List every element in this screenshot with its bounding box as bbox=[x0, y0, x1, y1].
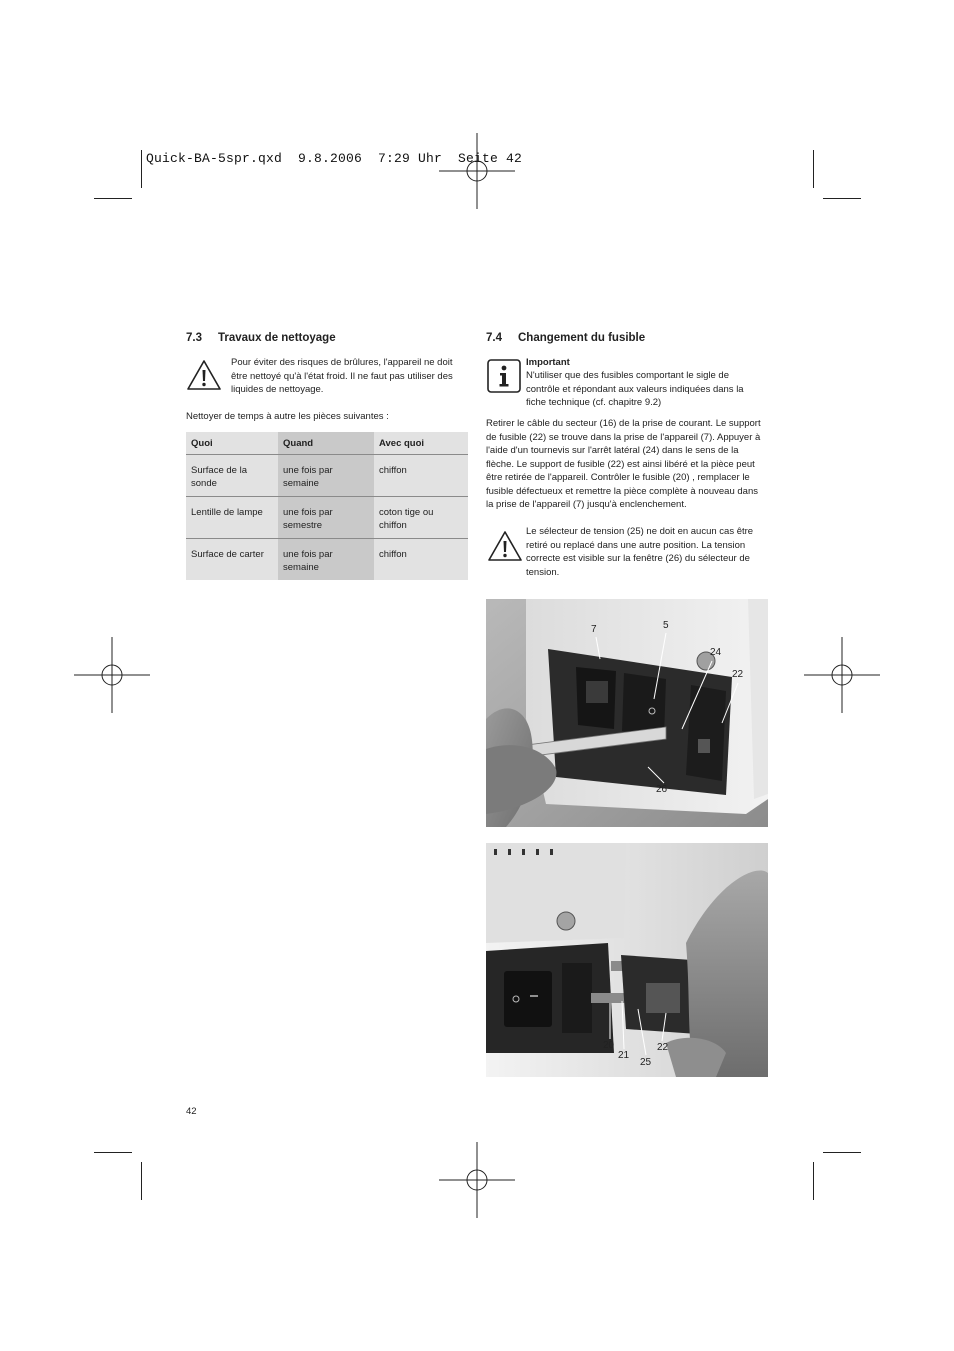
table-row bbox=[186, 539, 468, 581]
crop-mark bbox=[94, 198, 132, 199]
crop-mark bbox=[141, 1162, 142, 1200]
table-cell: chiffon bbox=[374, 455, 468, 497]
callout-label: 20 bbox=[603, 1040, 615, 1051]
slug-line: Quick-BA-5spr.qxd 9.8.2006 7:29 Uhr Seite 42 bbox=[146, 151, 523, 166]
section-title: Changement du fusible bbox=[518, 332, 646, 344]
table-cell: une fois par semestre bbox=[278, 497, 374, 539]
warning-icon bbox=[186, 359, 222, 391]
registration-mark bbox=[439, 133, 515, 209]
callout-label: 7 bbox=[591, 624, 597, 635]
table-cell: chiffon bbox=[374, 539, 468, 581]
callout-label: 25 bbox=[640, 1057, 652, 1068]
callout-label: 5 bbox=[663, 620, 669, 631]
important-title: Important bbox=[526, 357, 570, 368]
voltage-warning-text: Le sélecteur de tension (25) ne doit en aucun cas être retiré ou replacé dans une autre position. La tension correcte est visible sur la fenêtre (26) du sélecteur de tension. bbox=[526, 526, 754, 578]
table-cell: Surface de carter bbox=[186, 539, 278, 581]
cleaning-intro: Nettoyer de temps à autre les pièces suivantes : bbox=[186, 411, 389, 422]
registration-mark bbox=[74, 637, 150, 713]
crop-mark bbox=[813, 150, 814, 188]
table-header: Quoi bbox=[186, 432, 278, 455]
crop-mark bbox=[141, 150, 142, 188]
table-cell: coton tige ou chiffon bbox=[374, 497, 468, 539]
crop-mark bbox=[94, 1152, 132, 1153]
callout-label: 26 bbox=[656, 784, 668, 795]
table-header: Quand bbox=[278, 432, 374, 455]
callout-label: 22 bbox=[732, 669, 744, 680]
crop-mark bbox=[823, 1152, 861, 1153]
info-icon bbox=[487, 359, 521, 393]
crop-mark bbox=[823, 198, 861, 199]
photo-fuse-holder-removed bbox=[486, 843, 768, 1077]
table-cell: une fois par semaine bbox=[278, 539, 374, 581]
page-number: 42 bbox=[186, 1106, 197, 1117]
crop-mark bbox=[813, 1162, 814, 1200]
section-heading-fuse bbox=[486, 332, 645, 344]
registration-mark bbox=[439, 1142, 515, 1218]
section-number: 7.3 bbox=[186, 332, 202, 344]
cleaning-table bbox=[186, 432, 468, 580]
cleaning-warning-text: Pour éviter des risques de brûlures, l'appareil ne doit être nettoyé qu'à l'état froid. Il ne faut pas utiliser des liquides de nettoyage. bbox=[231, 357, 453, 395]
important-text: N'utiliser que des fusibles comportant le sigle de contrôle et répondant aux valeurs indiquées dans la fiche technique (cf. chapitre 9.2) bbox=[526, 370, 744, 408]
table-row bbox=[186, 497, 468, 539]
callout-label: 24 bbox=[710, 647, 722, 658]
table-header-row bbox=[186, 432, 468, 455]
section-title: Travaux de nettoyage bbox=[218, 332, 336, 344]
callout-label: 21 bbox=[618, 1050, 630, 1061]
callout-leaders bbox=[486, 599, 768, 827]
section-heading-cleaning bbox=[186, 332, 336, 344]
table-cell: une fois par semaine bbox=[278, 455, 374, 497]
callout-leaders bbox=[486, 843, 768, 1077]
table-cell: Surface de la sonde bbox=[186, 455, 278, 497]
table-row bbox=[186, 455, 468, 497]
table-cell: Lentille de lampe bbox=[186, 497, 278, 539]
section-number: 7.4 bbox=[486, 332, 502, 344]
photo-fuse-holder-release bbox=[486, 599, 768, 827]
fuse-instructions: Retirer le câble du secteur (16) de la prise de courant. Le support de fusible (22) se trouve dans la prise de l'appareil (7). Appuyer à l'aide d'un tournevis sur l'arrêt latéral (24) dans le sens de la flèche. Le support de fusible (22) est ainsi libéré et la pièce peut être retirée de l'appareil. Contrôler le fusible (20) , remplacer le fusible défectueux et remettre la pièce complète à nouveau dans la prise de l'appareil (7) jusqu'à enclenchement. bbox=[486, 418, 761, 510]
callout-label: 22 bbox=[657, 1042, 669, 1053]
table-header: Avec quoi bbox=[374, 432, 468, 455]
registration-mark bbox=[804, 637, 880, 713]
warning-icon bbox=[487, 530, 523, 562]
